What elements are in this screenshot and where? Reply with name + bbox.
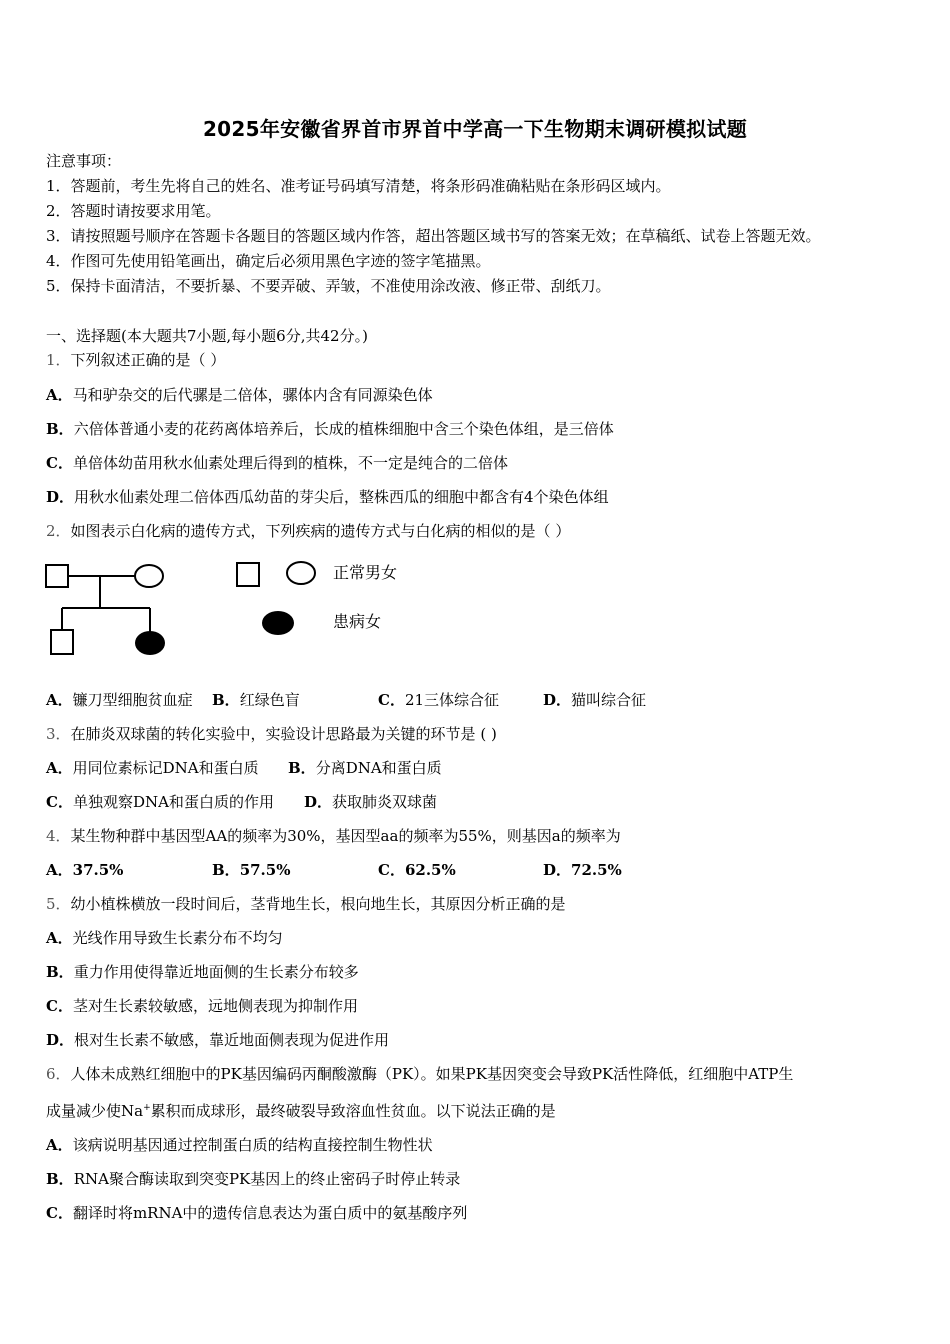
question-6	[46, 1064, 793, 1084]
option-b: B．RNA聚合酶读取到突变PK基因上的终止密码子时停止转录	[46, 1170, 461, 1188]
option-a: A．马和驴杂交的后代骡是二倍体，骡体内含有同源染色体	[46, 386, 433, 404]
question-4	[46, 826, 621, 846]
option-a: A．光线作用导致生长素分布不均匀	[46, 929, 283, 947]
question-stem: 幼小植株横放一段时间后，茎背地生长，根向地生长，其原因分析正确的是	[70, 895, 566, 913]
option-b: B．红绿色盲	[212, 691, 300, 709]
question-stem: 某生物种群中基因型AA的频率为30%，基因型aa的频率为55%，则基因a的频率为	[70, 827, 621, 845]
option-a: A．用同位素标记DNA和蛋白质	[46, 759, 259, 777]
question-stem: 在肺炎双球菌的转化实验中，实验设计思路最为关键的环节是 ( )	[70, 725, 497, 743]
option-b: B．57.5%	[212, 861, 291, 879]
question-3	[46, 724, 497, 744]
question-stem: 如图表示白化病的遗传方式，下列疾病的遗传方式与白化病的相似的是（ ）	[70, 522, 571, 540]
notice-item: 4．作图可先使用铅笔画出，确定后必须用黑色字迹的签字笔描黑。	[46, 252, 491, 270]
legend-male-square	[237, 563, 259, 586]
question-stem: 人体未成熟红细胞中的PK基因编码丙酮酸激酶（PK）。如果PK基因突变会导致PK活性降低，红细胞中ATP生	[70, 1065, 794, 1083]
option-b: B．重力作用使得靠近地面侧的生长素分布较多	[46, 963, 359, 981]
legend-affected-label: 患病女	[333, 612, 382, 631]
option-c: C．茎对生长素较敏感，远地侧表现为抑制作用	[46, 997, 358, 1015]
option-d: D．根对生长素不敏感，靠近地面侧表现为促进作用	[46, 1031, 390, 1049]
option-d: D．获取肺炎双球菌	[304, 793, 438, 811]
pedigree-figure	[40, 556, 420, 662]
question-5	[46, 894, 566, 914]
section-heading: 一、选择题(本大题共7小题,每小题6分,共42分。)	[46, 327, 368, 345]
notice-heading: 注意事项：	[46, 152, 122, 170]
option-d: D．猫叫综合征	[543, 691, 647, 709]
option-a: A．37.5%	[46, 861, 124, 879]
question-1	[46, 350, 225, 370]
option-c: C．单倍体幼苗用秋水仙素处理后得到的植株，不一定是纯合的二倍体	[46, 454, 508, 472]
option-b: B．六倍体普通小麦的花药离体培养后，长成的植株细胞中含三个染色体组，是三倍体	[46, 420, 614, 438]
option-a: A．该病说明基因通过控制蛋白质的结构直接控制生物性状	[46, 1136, 433, 1154]
question-number: 4．	[46, 827, 71, 845]
legend-normal-label: 正常男女	[333, 563, 398, 582]
question-number: 5．	[46, 895, 71, 913]
option-b: B．分离DNA和蛋白质	[288, 759, 442, 777]
notice-item: 3．请按照题号顺序在答题卡各题目的答题区域内作答，超出答题区域书写的答案无效；在草稿纸、试卷上答题无效。	[46, 227, 821, 245]
option-d: D．72.5%	[543, 861, 622, 879]
option-c: C．62.5%	[378, 861, 456, 879]
question-number: 2．	[46, 522, 71, 540]
option-c: C．单独观察DNA和蛋白质的作用	[46, 793, 274, 811]
notice-item: 2．答题时请按要求用笔。	[46, 202, 221, 220]
legend-affected-circle	[262, 611, 294, 635]
option-c: C．翻译时将mRNA中的遗传信息表达为蛋白质中的氨基酸序列	[46, 1204, 468, 1222]
question-number: 6．	[46, 1065, 71, 1083]
option-d: D．用秋水仙素处理二倍体西瓜幼苗的芽尖后，整株西瓜的细胞中都含有4个染色体组	[46, 488, 609, 506]
father-square	[46, 565, 68, 587]
son-square	[51, 630, 73, 654]
option-c: C．21三体综合征	[378, 691, 500, 709]
question-6-continued: 成量减少使Na+累积而成球形，最终破裂导致溶血性贫血。以下说法正确的是	[46, 1102, 556, 1120]
question-stem: 下列叙述正确的是（ ）	[70, 351, 226, 369]
affected-daughter-circle	[135, 631, 165, 655]
mother-circle	[135, 565, 163, 587]
notice-item: 5．保持卡面清洁，不要折暴、不要弄破、弄皱，不准使用涂改液、修正带、刮纸刀。	[46, 277, 611, 295]
question-2	[46, 521, 570, 541]
notice-item: 1．答题前，考生先将自己的姓名、准考证号码填写清楚，将条形码准确粘贴在条形码区域内。	[46, 177, 671, 195]
question-number: 1．	[46, 351, 71, 369]
exam-title: 2025年安徽省界首市界首中学高一下生物期末调研模拟试题	[202, 117, 748, 141]
question-number: 3．	[46, 725, 71, 743]
option-a: A．镰刀型细胞贫血症	[46, 691, 193, 709]
legend-female-circle	[287, 562, 315, 584]
